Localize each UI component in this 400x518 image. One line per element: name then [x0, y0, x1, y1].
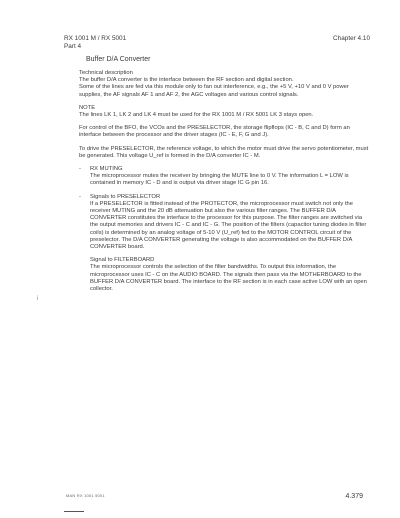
bullet-preselector	[79, 194, 369, 252]
tuning-paragraph: To drive the PRESELECTOR, the reference voltage, to which the motor must drive the servo potentiometer, must be generated. This voltage U_ref is formed in the D/A converter IC - M.	[79, 145, 369, 159]
bullet-heading: RX MUTING	[90, 166, 123, 173]
bullet-dash: -	[79, 193, 81, 200]
bullet-dash: -	[79, 166, 81, 173]
tech-paragraph-1: The buffer D/A converter is the interface between the RF section and digital section.	[79, 77, 294, 84]
bullet-heading: Signals to PRESELECTOR	[90, 193, 161, 200]
header-model: RX 1001 M / RX 5001	[64, 35, 127, 42]
bullet-text: If a PRESELECTOR is fitted instead of the PROTECTOR, the microprocessor must switch not only the receiver MUTING and the 20 dB attenuation but also the various filter ranges. The BUFFER D/A CONVERTER constitutes the interface to the processor for this purpose. The filter ranges are switched via the output memories and drivers IC - C and IC - G. The position of the filters (capacitor tuning diodes in filter coils) is determined by an analog voltage of 5-10 V (U_ref) fed to the MOTOR CONTROL circuit of the preselector. The D/A CONVERTER generating the voltage is also accommodated on the BUFFER D/A CONVERTER board.	[90, 200, 367, 251]
note-heading: NOTE	[79, 104, 96, 111]
bullet-muting	[79, 166, 369, 188]
note-text: The lines LK 1, LK 2 and LK 4 must be used for the RX 1001 M / RX 5001 LK 3 stays open.	[79, 112, 314, 119]
filterboard-heading: Signal to FILTERBOARD	[90, 257, 155, 264]
page-number: 4.379	[345, 493, 363, 500]
footer-code: MAN RX 1001 5001	[66, 493, 105, 498]
header-left	[64, 35, 126, 51]
header-chapter: Chapter 4.10	[333, 35, 370, 42]
tech-paragraph-2: Some of the lines are fed via this module only to fan out interference, e.g., the +5 V, +10 V and 0 V power supplies, the AF signals AF 1 and AF 2, the AGC voltages and various control signals.	[79, 84, 349, 98]
section-title: Buffer D/A Converter	[86, 56, 151, 63]
control-paragraph: For control of the BFO, the VCOs and the PRESELECTOR, the storage flipflops (IC - B, C and D) form an interface between the processor and the driver stages (IC - E, F, G and J).	[79, 125, 350, 139]
filterboard-text: The microprocessor controls the selection of the filter bandwidths. To output this information, the microprocessor uses IC - C on the AUDIO BOARD. The signals then pass via the MOTHERBOARD to the BUFFER D/A CONVERTER board. The interface to the RF section is in each case active LOW with an open collector.	[90, 264, 367, 293]
tech-heading: Technical description	[79, 70, 133, 76]
footer-rule	[64, 511, 84, 512]
bullet-text: The microprocessor mutes the receiver by bringing the MUTE line to 0 V. The information L = LOW is contained in memory IC - D and is output via driver stage IC G pin 16.	[90, 173, 349, 187]
body-text	[79, 70, 369, 299]
margin-mark: i	[37, 296, 39, 302]
filterboard-block	[90, 257, 369, 293]
header-part: Part 4	[64, 43, 82, 50]
